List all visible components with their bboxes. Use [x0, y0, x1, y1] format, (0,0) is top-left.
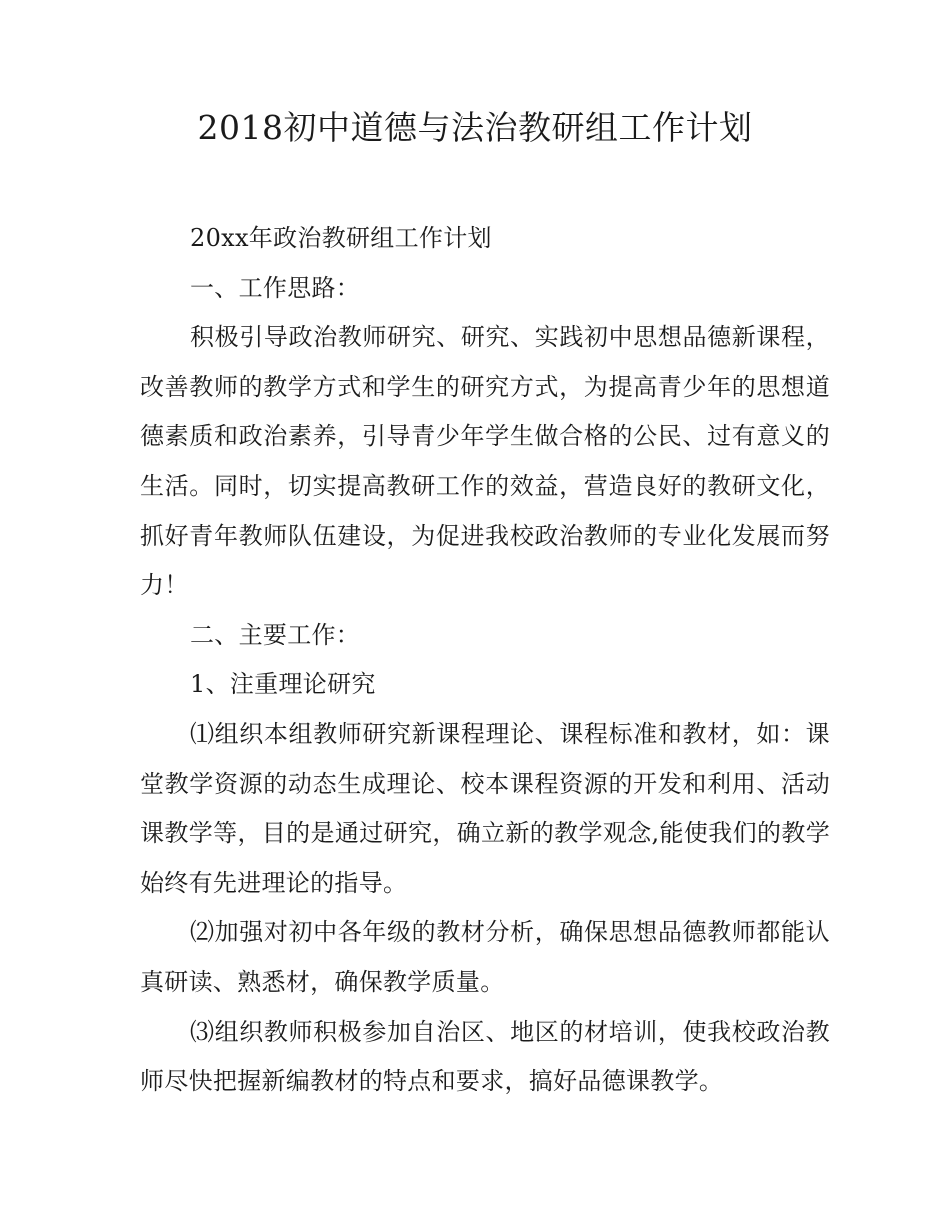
document-body — [140, 214, 830, 1107]
paragraph-section-2-heading: 二、主要工作： — [190, 620, 361, 649]
paragraph-item-1: ⑴组织本组教师研究新课程理论、课程标准和教材，如：课堂教学资源的动态生成理论、校本课程资源的开发和利用、活动课教学等，目的是通过研究，确立新的教学观念,能使我们的教学始终有先进理论的指导。 — [140, 719, 830, 897]
paragraph-section-1-heading: 一、工作思路： — [190, 273, 361, 302]
paragraph-work-approach: 积极引导政治教师研究、研究、实践初中思想品德新课程，改善教师的教学方式和学生的研究方式，为提高青少年的思想道德素质和政治素养，引导青少年学生做合格的公民、过有意义的生活。同时，切实提高教研工作的效益，营造良好的教研文化，抓好青年教师队伍建设，为促进我校政治教师的专业化发展而努力！ — [140, 323, 830, 600]
document-title: 2018初中道德与法治教研组工作计划 — [197, 108, 753, 147]
paragraph-plan-heading: 20xx年政治教研组工作计划 — [190, 224, 492, 252]
paragraph-item-2: ⑵加强对初中各年级的教材分析，确保思想品德教师都能认真研读、熟悉材，确保教学质量。 — [140, 918, 830, 996]
paragraph-item-3: ⑶组织教师积极参加自治区、地区的材培训，使我校政治教师尽快把握新编教材的特点和要求，搞好品德课教学。 — [140, 1017, 830, 1096]
paragraph-subsection-1-heading: 1、注重理论研究 — [190, 670, 376, 699]
